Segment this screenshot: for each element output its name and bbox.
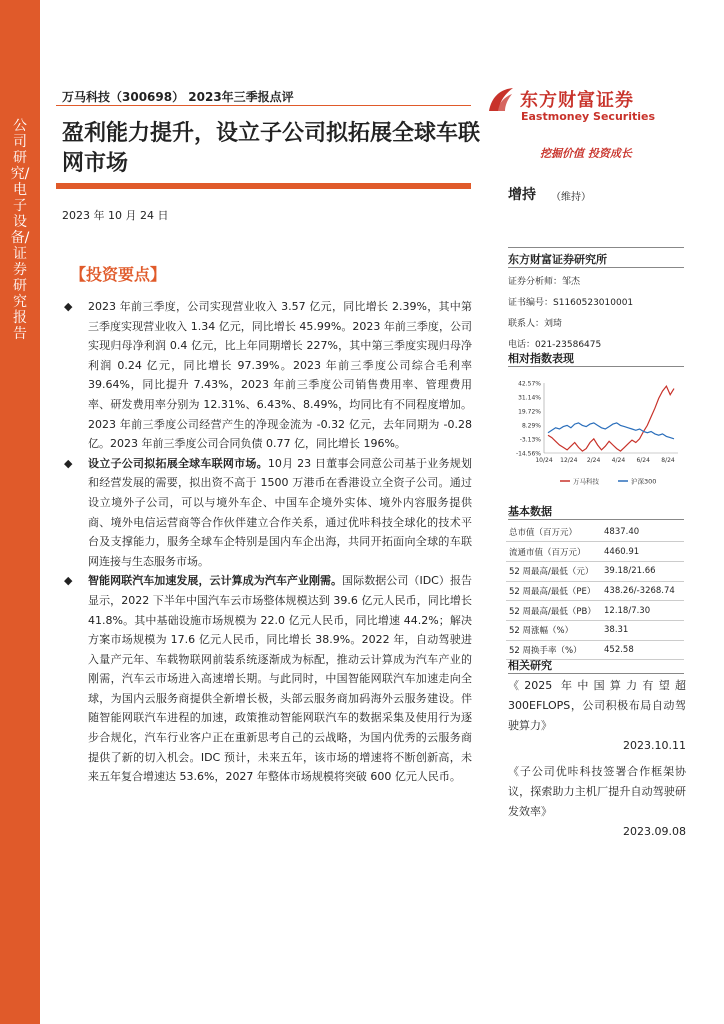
key-data-label: 流通市值（百万元） [506,542,601,562]
eastmoney-logo-icon [486,85,516,115]
key-data-row [506,620,684,640]
divider [508,247,684,248]
x-tick-label: 2/24 [586,457,601,464]
report-header: 万马科技（300698） 2023年三季报点评 [62,90,294,104]
diamond-icon: ◆ [64,574,73,588]
key-point-lead: 设立子公司拟拓展全球车联网市场。 [88,456,268,470]
institute-info [508,272,633,356]
rating-label: 增持 [508,187,536,203]
key-point-text: 10月 23 日董事会同意公司基于业务规划和经营发展的需要，拟出资不高于 1500 万港币在香港设立全资子公司。通过设立境外子公司，可以与境外车企、中国车企境外实体、境外内容服务提供商、境外电信运营商等合作伙伴建立合作关系，通过优咔科技全球化的技术平台及支撑能力，服务全球车企特别是国内车企出海，共同开拓面向全球的车联网连接与生态服务市场。 [88,456,472,568]
sidebar-text: 公司研究/电子设备/证券研究报告 [10,118,30,342]
related-item[interactable]: 《子公司优咔科技签署合作框架协议，探索助力主机厂提升自动驾驶研发效率》 [508,765,686,818]
key-data-value: 12.18/7.30 [601,601,684,621]
key-data-row [506,601,684,621]
key-data-label: 52 周换手率（%） [506,640,601,660]
x-tick-label: 4/24 [611,457,626,464]
divider [508,267,684,268]
key-data-value: 4837.40 [601,522,684,542]
chart-section-title: 相对指数表现 [508,352,574,365]
key-data-value: 452.58 [601,640,684,660]
series-line [548,386,674,451]
related-title: 相关研究 [508,659,552,672]
key-data-value: 438.26/-3268.74 [601,581,684,601]
key-point [64,454,472,572]
header-rule [56,105,471,106]
key-data-row [506,542,684,562]
key-data-label: 52 周最高/最低（PB） [506,601,601,621]
key-point [64,297,472,454]
key-data-label: 52 周最高/最低（PE） [506,581,601,601]
key-data-value: 39.18/21.66 [601,561,684,581]
related-item[interactable]: 《2025 年中国算力有望超 300EFLOPS，公司积极布局自动驾驶算力》 [508,679,686,732]
y-tick-label: 19.72% [518,408,541,416]
x-tick-label: 10/24 [535,457,553,464]
diamond-icon: ◆ [64,300,73,313]
key-points [64,297,472,787]
logo-text-cn: 东方财富证券 [520,90,634,111]
logo-text-en: Eastmoney Securities [521,110,656,123]
key-data-row [506,581,684,601]
y-tick-label: 31.14% [518,394,541,402]
key-point-text: 国际数据公司（IDC）报告显示，2022 下半年中国汽车云市场整体规模达到 39.6 亿元人民币，同比增长 41.8%。其中基础设施市场规模为 22.0 亿元人民币，同比增速 44.2%；解决方案市场规模为 17.6 亿元人民币，同比增长 38.9%。2022 年，自动驾驶进入量产元年、车载物联网前装系统逐渐成为标配，推动云计算成为汽车产业的刚需，汽车云市场进入高速增长期。与此同时，中国智能网联汽车加速走向全球，为国内云服务商提供全新增长极，头部云服务商加码海外云服务建设。伴随智能网联汽车进程的加速，政策推动智能网联汽车的数据采集及使用行为逐步合规化，汽车行业客户正在重新思考自己的云战略，为国内优秀的云服务商提供了新的切入机会。IDC 预计，未来五年，该市场的增速将不断创新高，未来五年复合增速达 53.6%，2027 年整体市场规模将突破 600 亿元人民币。 [88,574,472,784]
key-data-label: 52 周最高/最低（元） [506,561,601,581]
phone-number: 电话：021-23586475 [508,340,602,350]
y-tick-label: 42.57% [518,380,541,388]
divider [508,366,684,367]
related-date: 2023.10.11 [623,739,686,752]
report-date: 2023 年 10 月 24 日 [62,209,169,222]
related-research [508,676,686,842]
institute-title: 东方财富证券研究所 [508,253,607,266]
cert-number: 证书编号：S1160523010001 [508,298,634,308]
slogan: 挖掘价值 投资成长 [540,147,632,160]
key-data-label: 52 周涨幅（%） [506,620,601,640]
legend-label: 万马科技 [573,477,599,486]
title-bar [56,183,471,189]
key-point-lead: 智能网联汽车加速发展，云计算成为汽车产业刚需。 [88,574,343,588]
report-title: 盈利能力提升，设立子公司拟拓展全球车联网市场 [62,121,481,176]
series-line [548,423,674,439]
key-data-value: 4460.91 [601,542,684,562]
divider [508,519,684,520]
legend-label: 沪深300 [631,477,657,486]
key-point [64,571,472,787]
key-data-value: 38.31 [601,620,684,640]
key-data-table [506,522,684,660]
section-title: 【投资要点】 [70,265,167,284]
analyst-name: 证券分析师：邹杰 [508,277,581,287]
sidebar [0,0,40,1024]
x-tick-label: 8/24 [661,457,675,464]
key-data-row [506,522,684,542]
key-data-row [506,561,684,581]
contact-name: 联系人：刘琦 [508,319,563,329]
x-tick-label: 12/24 [560,457,578,464]
x-tick-label: 6/24 [636,457,650,464]
relative-index-chart [508,373,684,493]
rating-note: （维持） [551,192,591,203]
divider [508,673,684,674]
key-point-text: 2023 年前三季度，公司实现营业收入 3.57 亿元，同比增长 2.39%，其中第三季度实现营业收入 1.34 亿元，同比增长 45.99%。2023 年前三季度，公司实现归母净利润 0.4 亿元，比上年同期增长 227%，其中第三季度实现归母净利润 0.24 亿元，同比增长 97.39%。2023 年前三季度公司综合毛利率 39.64%，同比提升 7.43%，2023 年前三季度公司销售费用率、管理费用率、研发费用率分别为 12.31%、6.43%、8.49%，均同比有不同程度增加。2023 年前三季度公司经营产生的净现金流为 -0.32 亿元，去年同期为 -0.28 亿。2023 年前三季度公司合同负债 0.77 亿，同比增长 196%。 [88,300,472,451]
key-data-label: 总市值（百万元） [506,522,601,542]
y-tick-label: 8.29% [521,422,541,430]
y-tick-label: -3.13% [519,436,541,444]
related-date: 2023.09.08 [623,825,686,838]
diamond-icon: ◆ [64,456,73,470]
key-data-title: 基本数据 [508,505,552,518]
y-tick-label: -14.56% [515,450,541,458]
